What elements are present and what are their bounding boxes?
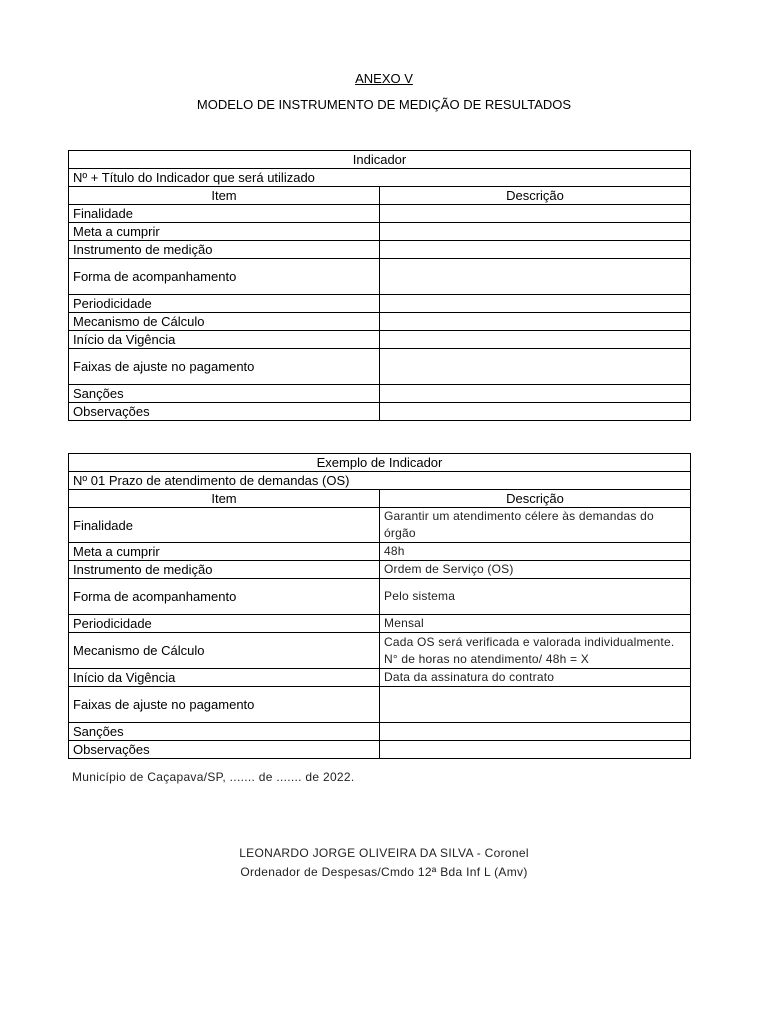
row-description: [380, 241, 691, 259]
row-item: Instrumento de medição: [69, 561, 380, 579]
signer-name: LEONARDO JORGE OLIVEIRA DA SILVA - Coronel: [239, 846, 529, 860]
table-row: [69, 579, 691, 615]
row-description: [380, 349, 691, 385]
indicator-example-table: [68, 453, 691, 759]
table-row: [69, 223, 691, 241]
row-item: Finalidade: [69, 508, 380, 543]
row-description: [380, 205, 691, 223]
table-subheading: Nº 01 Prazo de atendimento de demandas (OS): [69, 472, 691, 490]
row-item: Meta a cumprir: [69, 223, 380, 241]
row-item: Mecanismo de Cálculo: [69, 633, 380, 669]
table-row: [69, 241, 691, 259]
table-row: [69, 331, 691, 349]
row-description: [380, 259, 691, 295]
row-item: Periodicidade: [69, 295, 380, 313]
table-subheading: Nº + Título do Indicador que será utilizado: [69, 169, 691, 187]
place-and-date: Município de Caçapava/SP, ....... de ....... de 2022.: [72, 770, 355, 784]
row-item: Faixas de ajuste no pagamento: [69, 349, 380, 385]
row-item: Instrumento de medição: [69, 241, 380, 259]
table-row: [69, 669, 691, 687]
row-item: Sanções: [69, 385, 380, 403]
row-description: [380, 313, 691, 331]
column-header-item: Item: [69, 187, 380, 205]
table-row: [69, 741, 691, 759]
table-row: [69, 349, 691, 385]
row-description: Mensal: [380, 615, 691, 633]
row-description: [380, 687, 691, 723]
row-item: Meta a cumprir: [69, 543, 380, 561]
row-item: Observações: [69, 403, 380, 421]
column-header-description: Descrição: [380, 490, 691, 508]
annex-title: ANEXO V: [355, 71, 413, 86]
row-item: Início da Vigência: [69, 669, 380, 687]
row-item: Sanções: [69, 723, 380, 741]
signer-role: Ordenador de Despesas/Cmdo 12ª Bda Inf L (Amv): [240, 865, 528, 879]
table-row: [69, 633, 691, 669]
row-description: [380, 331, 691, 349]
table-row: [69, 615, 691, 633]
row-description: Ordem de Serviço (OS): [380, 561, 691, 579]
row-description: [380, 295, 691, 313]
table-row: [69, 385, 691, 403]
table-row: [69, 508, 691, 543]
table-row: [69, 561, 691, 579]
indicator-template-table: [68, 150, 691, 421]
row-item: Periodicidade: [69, 615, 380, 633]
table-row: [69, 543, 691, 561]
row-description: Pelo sistema: [380, 579, 691, 615]
row-description: [380, 723, 691, 741]
row-item: Mecanismo de Cálculo: [69, 313, 380, 331]
table-row: [69, 723, 691, 741]
table-row: [69, 295, 691, 313]
row-item: Forma de acompanhamento: [69, 259, 380, 295]
row-item: Forma de acompanhamento: [69, 579, 380, 615]
row-item: Faixas de ajuste no pagamento: [69, 687, 380, 723]
row-description: [380, 403, 691, 421]
table-heading: Indicador: [69, 151, 691, 169]
row-item: Início da Vigência: [69, 331, 380, 349]
row-description: [380, 223, 691, 241]
row-description: 48h: [380, 543, 691, 561]
row-description: Garantir um atendimento célere às demandas do órgão: [380, 508, 691, 543]
row-item: Observações: [69, 741, 380, 759]
table-row: [69, 313, 691, 331]
table-row: [69, 259, 691, 295]
row-item: Finalidade: [69, 205, 380, 223]
row-description: Data da assinatura do contrato: [380, 669, 691, 687]
document-subtitle: MODELO DE INSTRUMENTO DE MEDIÇÃO DE RESULTADOS: [196, 97, 572, 112]
row-description: [380, 741, 691, 759]
column-header-item: Item: [69, 490, 380, 508]
table-row: [69, 205, 691, 223]
table-row: [69, 687, 691, 723]
table-row: [69, 403, 691, 421]
table-heading: Exemplo de Indicador: [69, 454, 691, 472]
row-description: [380, 385, 691, 403]
column-header-description: Descrição: [380, 187, 691, 205]
row-description: Cada OS será verificada e valorada individualmente. N° de horas no atendimento/ 48h = X: [380, 633, 691, 669]
